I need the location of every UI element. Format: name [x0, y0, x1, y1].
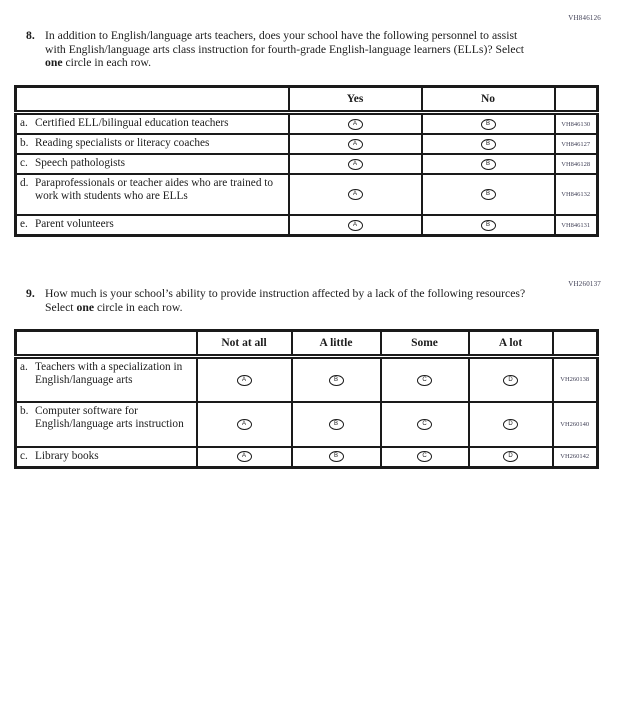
option-cell-no	[422, 113, 555, 135]
table-row	[16, 357, 598, 402]
row-label: Parent volunteers	[35, 218, 114, 230]
bubble-letter: C	[422, 420, 427, 427]
question-9-prompt-pre: How much is your school’s ability to provide instruction affected by a lack of the following resources? Select	[45, 287, 526, 314]
question-8-prompt-bold: one	[45, 56, 63, 70]
q8-column-yes: Yes	[289, 87, 422, 113]
row-label: Computer software for English/language arts instruction	[35, 404, 184, 430]
answer-bubble-yes[interactable]	[348, 159, 363, 170]
answer-bubble-not-at-all[interactable]	[237, 451, 252, 462]
row-code: VH260138	[553, 357, 598, 402]
q9-header-row	[16, 331, 598, 357]
question-9-number: 9.	[26, 287, 35, 300]
option-cell-a-lot	[469, 357, 553, 402]
answer-bubble-no[interactable]	[481, 159, 496, 170]
question-8-number: 8.	[26, 29, 35, 42]
row-label: Speech pathologists	[35, 157, 126, 169]
option-cell-a-lot	[469, 402, 553, 447]
option-cell-a-little	[292, 447, 381, 468]
bubble-letter: A	[241, 376, 246, 383]
question-8-prompt-pre: In addition to English/language arts teachers, does your school have the following personnel to assist with English/language arts class instruction for fourth-grade English-language learners (ELLs)? Select	[45, 29, 525, 56]
row-label-cell	[16, 215, 289, 236]
option-cell-no	[422, 154, 555, 174]
answer-bubble-yes[interactable]	[348, 139, 363, 150]
row-label-cell	[16, 174, 289, 215]
row-code: VH260142	[553, 447, 598, 468]
option-cell-not-at-all	[197, 402, 292, 447]
question-9-accession-code: VH260137	[568, 280, 601, 288]
row-code: VH846128	[555, 154, 598, 174]
row-label: Library books	[35, 449, 99, 462]
row-code: VH260140	[553, 402, 598, 447]
q9-column-a-little: A little	[292, 331, 381, 357]
row-marker: c.	[20, 449, 28, 462]
row-marker: a.	[20, 361, 28, 373]
q9-header-code-spacer	[553, 331, 598, 357]
bubble-letter: B	[485, 221, 490, 228]
row-marker: b.	[20, 137, 29, 149]
row-label: Certified ELL/bilingual education teachers	[35, 117, 229, 129]
row-label: Paraprofessionals or teacher aides who are trained to work with students who are ELLs	[35, 177, 274, 202]
row-marker: a.	[20, 117, 28, 129]
option-cell-a-little	[292, 357, 381, 402]
answer-bubble-a-lot[interactable]	[503, 375, 518, 386]
answer-bubble-yes[interactable]	[348, 220, 363, 231]
bubble-letter: B	[485, 140, 490, 147]
row-label-cell	[16, 447, 197, 468]
question-8-prompt	[45, 29, 532, 70]
answer-bubble-some[interactable]	[417, 419, 432, 430]
row-label-cell	[16, 357, 197, 402]
option-cell-some	[381, 357, 469, 402]
bubble-letter: C	[422, 453, 427, 460]
answer-bubble-no[interactable]	[481, 189, 496, 200]
row-marker: e.	[20, 218, 28, 230]
row-code: VH846131	[555, 215, 598, 236]
option-cell-yes	[289, 174, 422, 215]
question-9-prompt	[45, 287, 532, 314]
answer-bubble-a-little[interactable]	[329, 419, 344, 430]
row-code: VH846132	[555, 174, 598, 215]
table-row	[16, 447, 598, 468]
row-label-cell	[16, 113, 289, 135]
table-row	[16, 134, 598, 154]
bubble-letter: B	[333, 376, 338, 383]
table-row	[16, 215, 598, 236]
bubble-letter: B	[333, 453, 338, 460]
option-cell-a-little	[292, 402, 381, 447]
answer-bubble-yes[interactable]	[348, 189, 363, 200]
bubble-letter: B	[333, 420, 338, 427]
table-row	[16, 174, 598, 215]
row-marker: c.	[20, 157, 28, 169]
option-cell-no	[422, 134, 555, 154]
row-label: Teachers with a specialization in English/language arts	[35, 361, 183, 386]
option-cell-no	[422, 174, 555, 215]
option-cell-yes	[289, 113, 422, 135]
row-label-cell	[16, 402, 197, 447]
bubble-letter: A	[241, 453, 246, 460]
question-8-response-table	[14, 85, 599, 237]
bubble-letter: A	[352, 160, 357, 167]
answer-bubble-not-at-all[interactable]	[237, 375, 252, 386]
option-cell-yes	[289, 134, 422, 154]
option-cell-a-lot	[469, 447, 553, 468]
answer-bubble-no[interactable]	[481, 119, 496, 130]
q9-header-spacer	[16, 331, 197, 357]
option-cell-not-at-all	[197, 447, 292, 468]
row-code: VH846130	[555, 113, 598, 135]
bubble-letter: A	[352, 221, 357, 228]
option-cell-no	[422, 215, 555, 236]
bubble-letter: B	[485, 160, 490, 167]
q8-header-code-spacer	[555, 87, 598, 113]
question-9-prompt-bold: one	[76, 300, 95, 314]
option-cell-yes	[289, 154, 422, 174]
q9-column-a-lot: A lot	[469, 331, 553, 357]
table-row	[16, 113, 598, 135]
answer-bubble-some[interactable]	[417, 375, 432, 386]
bubble-letter: A	[241, 420, 246, 427]
bubble-letter: D	[508, 376, 513, 383]
q8-header-row	[16, 87, 598, 113]
question-8-prompt-post: circle in each row.	[62, 56, 152, 70]
answer-bubble-no[interactable]	[481, 139, 496, 150]
q9-column-some: Some	[381, 331, 469, 357]
table-row	[16, 154, 598, 174]
answer-bubble-yes[interactable]	[348, 119, 363, 130]
bubble-letter: D	[508, 453, 513, 460]
bubble-letter: B	[485, 191, 490, 198]
table-row	[16, 402, 598, 447]
answer-bubble-no[interactable]	[481, 220, 496, 231]
bubble-letter: D	[508, 420, 513, 427]
row-marker: d.	[20, 177, 29, 189]
q9-column-not-at-all: Not at all	[197, 331, 292, 357]
row-label-cell	[16, 134, 289, 154]
option-cell-some	[381, 447, 469, 468]
question-9-prompt-post: circle in each row.	[94, 300, 183, 314]
row-label: Reading specialists or literacy coaches	[35, 137, 210, 149]
question-9	[26, 287, 532, 314]
row-label-cell	[16, 154, 289, 174]
answer-bubble-a-little[interactable]	[329, 375, 344, 386]
q8-column-no: No	[422, 87, 555, 113]
option-cell-yes	[289, 215, 422, 236]
bubble-letter: A	[352, 120, 357, 127]
answer-bubble-a-lot[interactable]	[503, 419, 518, 430]
row-marker: b.	[20, 404, 29, 417]
answer-bubble-not-at-all[interactable]	[237, 419, 252, 430]
answer-bubble-a-lot[interactable]	[503, 451, 518, 462]
answer-bubble-some[interactable]	[417, 451, 432, 462]
bubble-letter: A	[352, 140, 357, 147]
answer-bubble-a-little[interactable]	[329, 451, 344, 462]
row-code: VH846127	[555, 134, 598, 154]
question-9-response-table	[14, 329, 599, 469]
bubble-letter: B	[485, 120, 490, 127]
bubble-letter: A	[352, 191, 357, 198]
question-8-accession-code: VH846126	[568, 14, 601, 22]
q8-header-spacer	[16, 87, 289, 113]
bubble-letter: C	[422, 376, 427, 383]
option-cell-some	[381, 402, 469, 447]
question-8	[26, 29, 532, 70]
option-cell-not-at-all	[197, 357, 292, 402]
